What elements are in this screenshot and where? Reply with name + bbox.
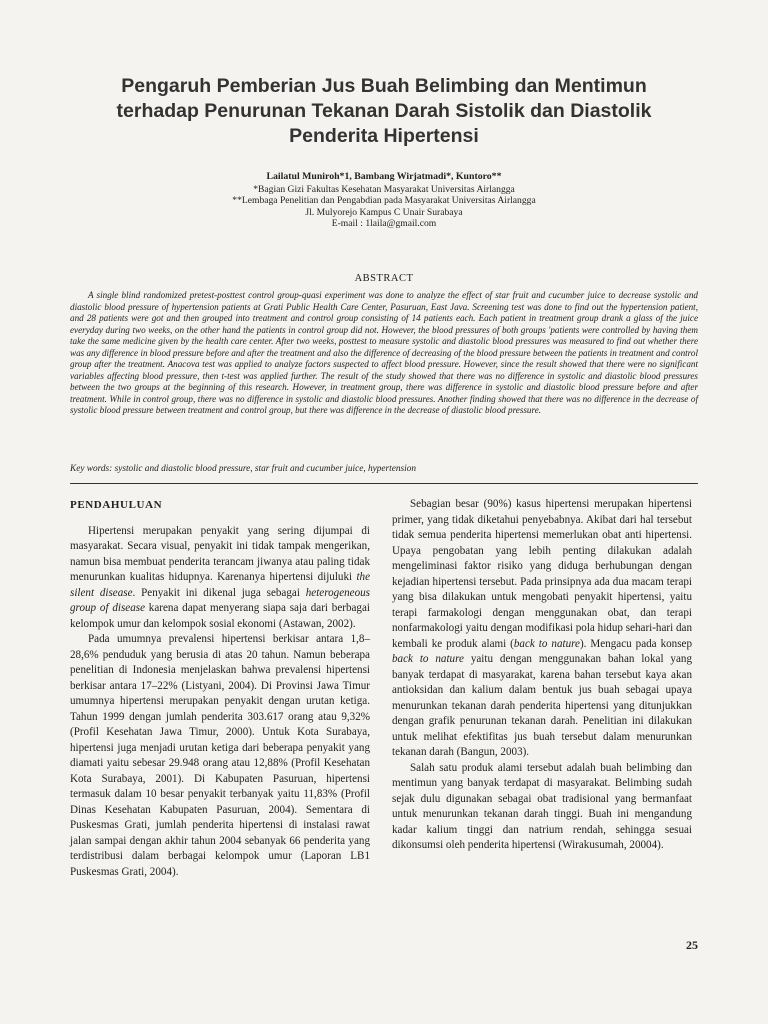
section-heading: PENDAHULUAN [70, 499, 163, 511]
text-run: . Penyakit ini dikenal juga sebagai [132, 586, 306, 599]
text-run: karena dapat menyerang siapa saja dari berbagai kelompok umur dan kelompok sosial ekonomi (Astawan, 2002). [70, 602, 370, 630]
emphasis-term: the silent disease [70, 571, 370, 599]
title-line-2: terhadap Penurunan Tekanan Darah Sistolik dan Diastolik [116, 100, 652, 122]
abstract-body [70, 290, 698, 417]
text-run: yaitu dengan menggunakan bahan lokal yang banyak terdapat di masyarakat, karena bahan tersebut kaya akan antioksidan dan kalium dalam bentuk jus buah sebagai upaya menurunkan tekanan darah penderita hipertensi yang ditunjukkan dengan grafik penurunan tekanan darah. Penelitian ini dilakukan untuk melihat efektifitas jus buah tersebut dalam menurunkan tekanan darah (Bangun, 2003). [392, 653, 692, 758]
text-run: Hipertensi merupakan penyakit yang sering dijumpai di masyarakat. Secara visual, penyakit ini tidak tampak mengerikan, namun bisa membuat penderita terancam jiwanya atau paling tidak menurunkan kualitas hidupnya. Karenanya hipertensi dijuluki [70, 524, 370, 583]
page-number: 25 [686, 938, 698, 952]
title-line-1: Pengaruh Pemberian Jus Buah Belimbing dan Mentimun [121, 75, 647, 97]
section-divider [70, 483, 698, 484]
paragraph: Pada umumnya prevalensi hipertensi berkisar antara 1,8–28,6% penduduk yang berusia di atas 20 tahun. Namun beberapa penelitian di Indonesia menjelaskan bahwa prevalensi hipertensi berkisar antara 17–22% (Listyani, 2004). Di Provinsi Jawa Timur umumnya hipertensi merupakan penyakit dengan urutan ketiga. Tahun 1999 dengan jumlah penderita 303.617 orang atau 9,32% (Profil Kesehatan Jawa Timur, 2000). Untuk Kota Surabaya, hipertensi juga menjadi urutan ketiga dari beberapa penyakit yang diamati yaitu sebesar 29.948 orang atau 12,88% (Profil Kesehatan Kota Surabaya, 2001). Di Kabupaten Pasuruan, hipertensi termasuk dalam 10 besar penyakit terbanyak yaitu 11,83% (Profil Dinas Kesehatan Kabupaten Pasuruan, 2004). Sementara di Puskesmas Grati, jumlah penderita hipertensi di instalasi rawat jalan sampai dengan akhir tahun 2004 sebanyak 66 penderita yang terdistribusi dalam berbagai kelompok umur (Laporan LB1 Puskesmas Grati, 2004). [70, 633, 370, 878]
emphasis-term: heterogeneous group of disease [70, 586, 371, 614]
abstract-text: A single blind randomized pretest-posttest control group-quasi experiment was done to analyze the effect of star fruit and cucumber juice to decrease systolic and diastolic blood pressure of hypertension patients at Grati Public Health Care Center, Pasuruan, East Java. Screening test was done to find out the hypertension patient, and 28 patients were got and then grouped into treatment and control group consisting of 14 patients each. Each patient in treatment group drank a glass of the juice everyday during two weeks, on the other hand the patients in control group did not. However, the blood pressures of both groups 'patients were controlled by having them take the same medicine given by the health care center. After two weeks, posttest to measure systolic and diastolic blood pressures was measured to find out whether there was any difference in blood pressure before and after the treatment and also the difference of decreasing of the blood pressure between the patients in treatment and control group after the treatment. Anacova test was applied to analyze factors suspected to affect blood pressure. However, since the result showed that there were no significant variables affecting blood pressure, then t-test was applied further. The result of the study showed that there was no difference in systolic and diastolic blood pressures between the two groups at the beginning of this research. However, in treatment group, there was difference in systolic and diastolic blood pressure before and after treatment. While in control group, there was no difference in systolic and diastolic blood pressures. Another finding showed that there was no difference in the decrease of systolic blood pressure between treatment and control group, but there was difference in the decrease of diastolic blood pressure. [70, 290, 698, 416]
right-column [392, 497, 692, 854]
affiliation-1: *Bagian Gizi Fakultas Kesehatan Masyarakat Universitas Airlangga [253, 183, 515, 195]
email: E-mail : 1laila@gmail.com [331, 218, 437, 230]
paragraph [392, 497, 692, 761]
keywords: Key words: systolic and diastolic blood pressure, star fruit and cucumber juice, hypertension [70, 464, 417, 474]
affiliation-2: **Lembaga Penelitian dan Pengabdian pada Masyarakat Universitas Airlangga [232, 195, 536, 207]
text-run: Sebagian besar (90%) kasus hipertensi merupakan hipertensi primer, yang tidak diketahui penyebabnya. Akibat dari hal tersebut tidak semua penderita hipertensi memerlukan obat anti hipertensi. Upaya pengobatan yang lebih penting dilakukan adalah mengeliminasi faktor risiko yang diduga berhubungan dengan kejadian hipertensi tersebut. Pada prinsipnya ada dua macam terapi yang bisa dilakukan untuk mengobati penyakit hipertensi, yaitu terapi farmakologi dengan menggunakan obat, dan terapi nonfarmakologi yaitu dengan modifikasi pola hidup sehari-hari dan kembali ke produk alami ( [392, 498, 692, 650]
title-line-3: Penderita Hipertensi [289, 125, 479, 147]
abstract-heading: ABSTRACT [354, 273, 414, 284]
article-title [70, 74, 698, 149]
paragraph: Salah satu produk alami tersebut adalah buah belimbing dan mentimun yang banyak terdapat di masyarakat. Belimbing sudah sejak dulu digunakan sebagai obat tradisional yang bermanfaat untuk menurunkan tekanan darah tinggi. Buah ini mengandung kadar kalium tinggi dan natrium rendah, sehingga sesuai dikonsumsi oleh penderita hipertensi (Wirakusumah, 20004). [392, 761, 692, 851]
author-names: Lailatul Muniroh*1, Bambang Wirjatmadi*, Kuntoro** [266, 171, 502, 182]
left-column [70, 498, 370, 880]
paragraph [70, 524, 370, 633]
emphasis-term: back to nature [513, 637, 580, 650]
author-block [100, 171, 668, 230]
emphasis-term: back to nature [392, 653, 464, 665]
address: Jl. Mulyorejo Kampus C Unair Surabaya [305, 206, 463, 218]
text-run: ). Mengacu pada konsep [579, 637, 692, 650]
